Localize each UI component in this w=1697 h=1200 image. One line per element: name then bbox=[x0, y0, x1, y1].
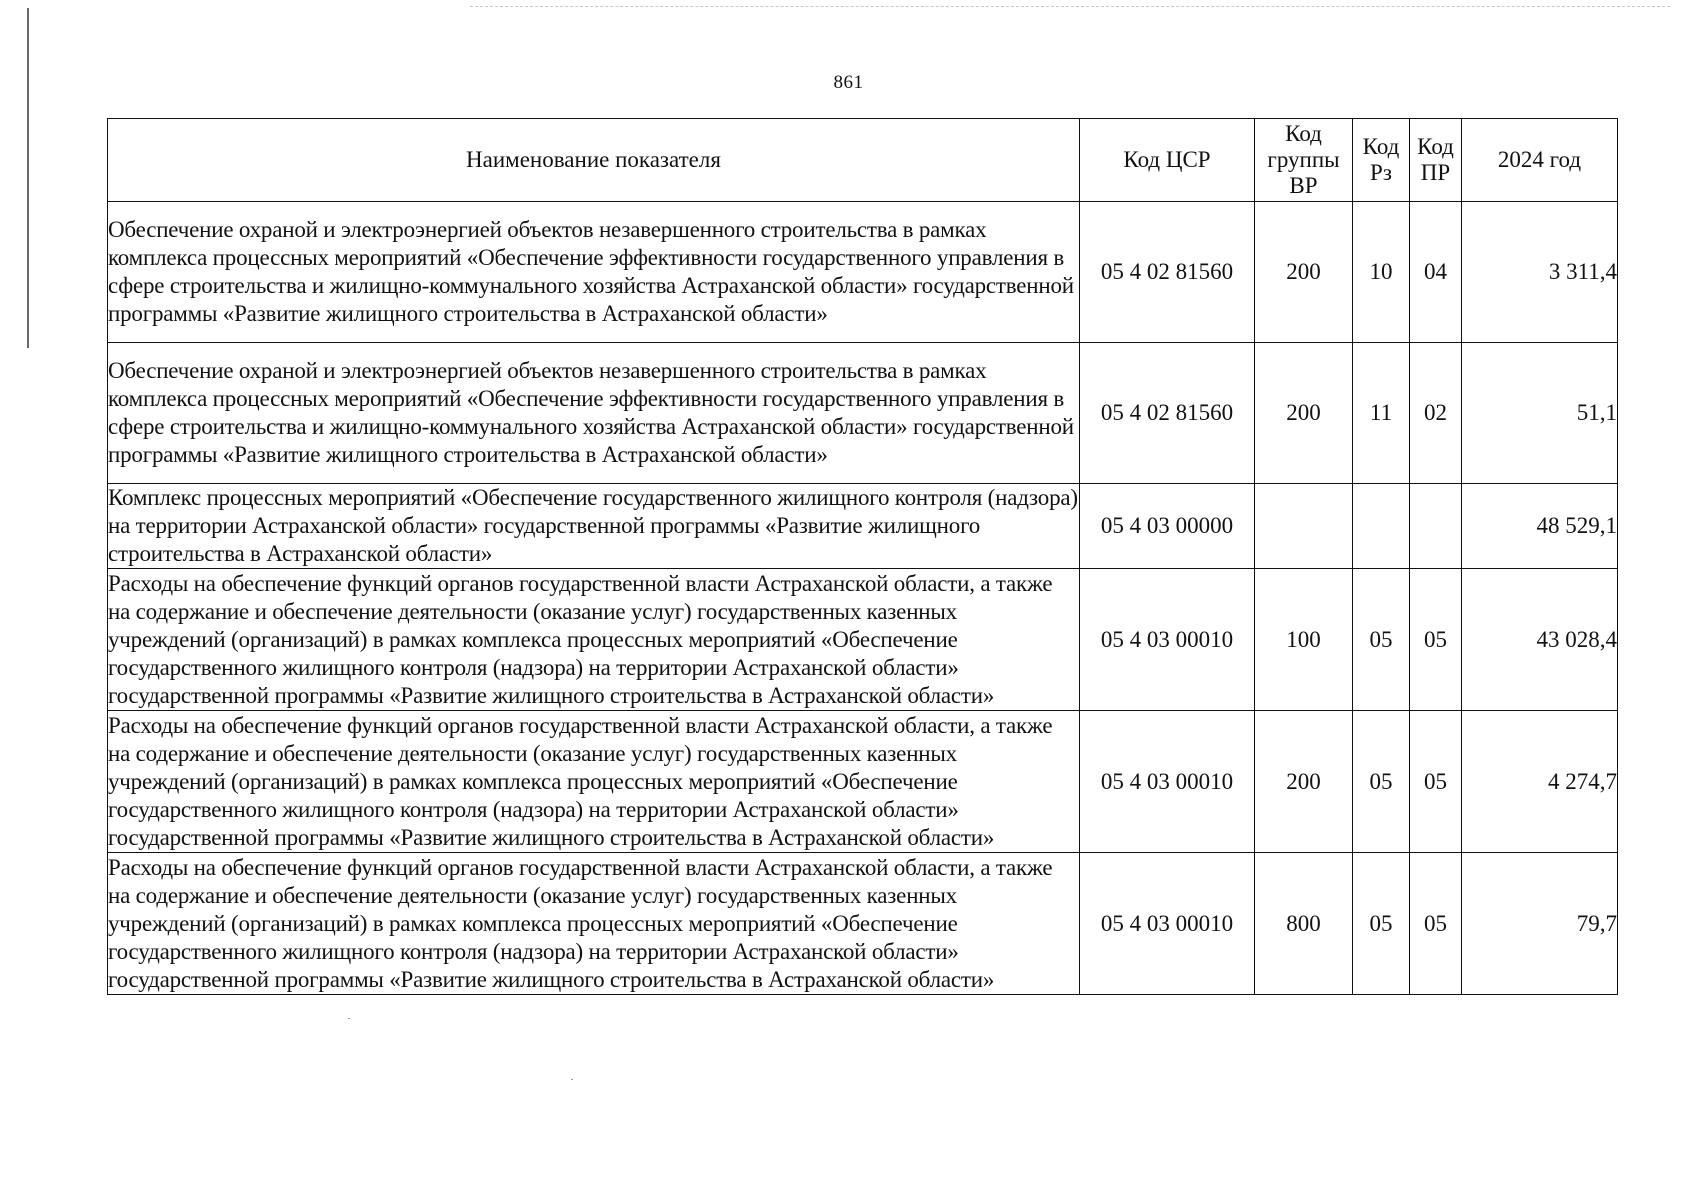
header-csr: Код ЦСР bbox=[1080, 119, 1255, 202]
row-vr: 200 bbox=[1255, 343, 1353, 484]
header-year: 2024 год bbox=[1462, 119, 1618, 202]
row-rz: 05 bbox=[1353, 711, 1410, 853]
row-vr: 800 bbox=[1255, 853, 1353, 995]
header-vr: Код группы ВР bbox=[1255, 119, 1353, 202]
row-csr: 05 4 03 00010 bbox=[1080, 569, 1255, 711]
scan-speck bbox=[348, 1018, 350, 1019]
row-pr: 05 bbox=[1410, 569, 1462, 711]
row-rz: 05 bbox=[1353, 853, 1410, 995]
row-csr: 05 4 03 00010 bbox=[1080, 853, 1255, 995]
row-csr: 05 4 03 00010 bbox=[1080, 711, 1255, 853]
table-row bbox=[108, 853, 1618, 995]
row-pr: 04 bbox=[1410, 202, 1462, 343]
table-row bbox=[108, 711, 1618, 853]
scan-top-edge-line bbox=[470, 6, 1670, 8]
row-rz: 11 bbox=[1353, 343, 1410, 484]
table-row bbox=[108, 484, 1618, 569]
row-csr: 05 4 03 00000 bbox=[1080, 484, 1255, 569]
row-vr: 200 bbox=[1255, 711, 1353, 853]
table-row bbox=[108, 202, 1618, 343]
row-name: Расходы на обеспечение функций органов государственной власти Астраханской области, а также на содержание и обеспечение деятельности (оказание услуг) государственных казенных учреждений (организаций) в рамках комплекса процессных мероприятий «Обеспечение государственного жилищного контроля (надзора) на территории Астраханской области» государственной программы «Развитие жилищного строительства в Астраханской области» bbox=[108, 569, 1080, 711]
row-csr: 05 4 02 81560 bbox=[1080, 343, 1255, 484]
row-name: Комплекс процессных мероприятий «Обеспечение государственного жилищного контроля (надзора) на территории Астраханской области» государственной программы «Развитие жилищного строительства в Астраханской области» bbox=[108, 484, 1080, 569]
row-rz bbox=[1353, 484, 1410, 569]
row-amount: 4 274,7 bbox=[1462, 711, 1618, 853]
table-header-row bbox=[108, 119, 1618, 202]
row-vr: 200 bbox=[1255, 202, 1353, 343]
row-vr: 100 bbox=[1255, 569, 1353, 711]
row-amount: 48 529,1 bbox=[1462, 484, 1618, 569]
row-amount: 79,7 bbox=[1462, 853, 1618, 995]
row-name: Расходы на обеспечение функций органов государственной власти Астраханской области, а также на содержание и обеспечение деятельности (оказание услуг) государственных казенных учреждений (организаций) в рамках комплекса процессных мероприятий «Обеспечение государственного жилищного контроля (надзора) на территории Астраханской области» государственной программы «Развитие жилищного строительства в Астраханской области» bbox=[108, 711, 1080, 853]
table-row bbox=[108, 569, 1618, 711]
row-amount: 43 028,4 bbox=[1462, 569, 1618, 711]
row-pr: 05 bbox=[1410, 711, 1462, 853]
header-name: Наименование показателя bbox=[108, 119, 1080, 202]
header-pr: Код ПР bbox=[1410, 119, 1462, 202]
row-csr: 05 4 02 81560 bbox=[1080, 202, 1255, 343]
row-pr: 02 bbox=[1410, 343, 1462, 484]
row-amount: 3 311,4 bbox=[1462, 202, 1618, 343]
budget-table bbox=[107, 118, 1618, 995]
row-amount: 51,1 bbox=[1462, 343, 1618, 484]
row-rz: 10 bbox=[1353, 202, 1410, 343]
row-name: Расходы на обеспечение функций органов государственной власти Астраханской области, а также на содержание и обеспечение деятельности (оказание услуг) государственных казенных учреждений (организаций) в рамках комплекса процессных мероприятий «Обеспечение государственного жилищного контроля (надзора) на территории Астраханской области» государственной программы «Развитие жилищного строительства в Астраханской области» bbox=[108, 853, 1080, 995]
table-row bbox=[108, 343, 1618, 484]
row-rz: 05 bbox=[1353, 569, 1410, 711]
row-name: Обеспечение охраной и электроэнергией объектов незавершенного строительства в рамках комплекса процессных мероприятий «Обеспечение эффективности государственного управления в сфере строительства и жилищно-коммунального хозяйства Астраханской области» государственной программы «Развитие жилищного строительства в Астраханской области» bbox=[108, 202, 1080, 343]
row-pr: 05 bbox=[1410, 853, 1462, 995]
scan-left-margin-line bbox=[27, 8, 29, 348]
row-pr bbox=[1410, 484, 1462, 569]
header-rz: Код Рз bbox=[1353, 119, 1410, 202]
row-vr bbox=[1255, 484, 1353, 569]
page-number: 861 bbox=[833, 72, 864, 93]
row-name: Обеспечение охраной и электроэнергией объектов незавершенного строительства в рамках комплекса процессных мероприятий «Обеспечение эффективности государственного управления в сфере строительства и жилищно-коммунального хозяйства Астраханской области» государственной программы «Развитие жилищного строительства в Астраханской области» bbox=[108, 343, 1080, 484]
scan-speck bbox=[571, 1079, 573, 1080]
